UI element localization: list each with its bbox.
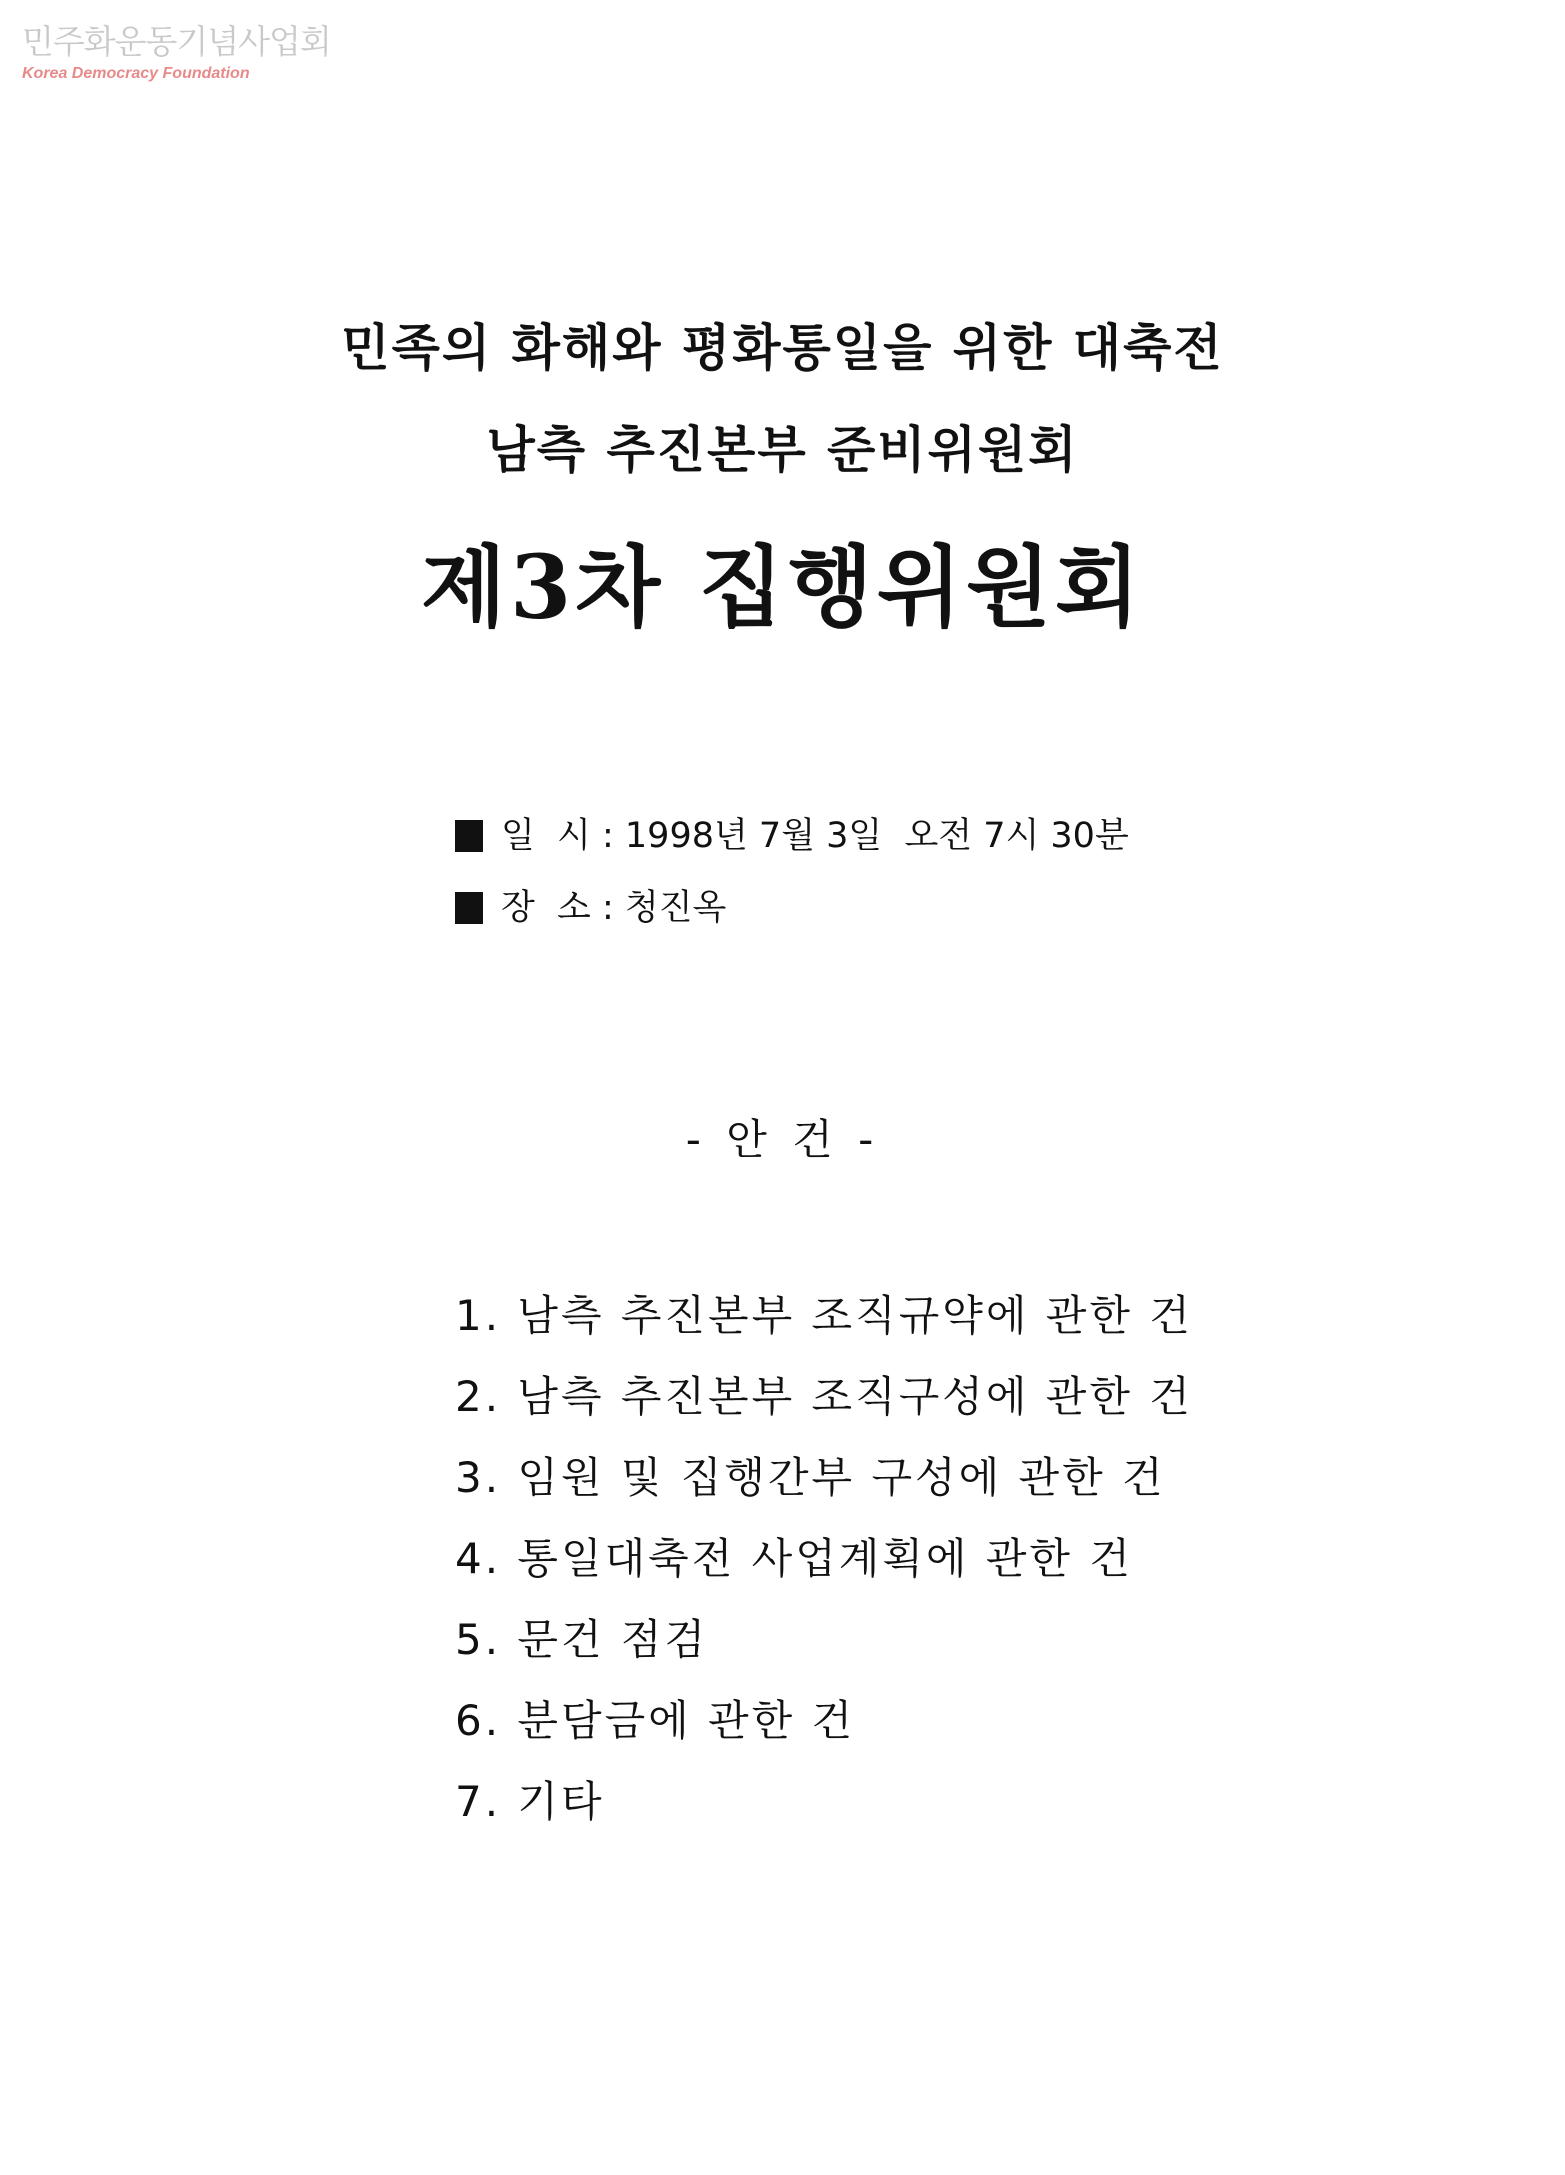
agenda-item: 7. 기타 xyxy=(455,1777,605,1826)
watermark-korean-text: 민주화운동기념사업회 xyxy=(22,22,331,61)
datetime-row xyxy=(455,800,1129,872)
document-title-line1: 민족의 화해와 평화통일을 위한 대축전 xyxy=(341,318,1224,377)
agenda-item: 5. 문건 점검 xyxy=(455,1615,709,1664)
datetime-text: 일 시 : 1998년 7월 3일 오전 7시 30분 xyxy=(501,816,1129,856)
agenda-item: 1. 남측 추진본부 조직규약에 관한 건 xyxy=(455,1291,1193,1340)
meeting-details xyxy=(455,800,1129,944)
watermark-english-text: Korea Democracy Foundation xyxy=(22,65,250,82)
location-text: 장 소 : 청진옥 xyxy=(501,888,727,928)
document-main-title: 제3차 집행위원회 xyxy=(421,535,1144,639)
square-bullet-icon xyxy=(455,892,483,924)
agenda-item: 2. 남측 추진본부 조직구성에 관한 건 xyxy=(455,1372,1193,1421)
agenda-item: 4. 통일대축전 사업계획에 관한 건 xyxy=(455,1534,1133,1583)
agenda-list xyxy=(455,1275,1193,1842)
agenda-item: 6. 분담금에 관한 건 xyxy=(455,1696,856,1745)
agenda-item: 3. 임원 및 집행간부 구성에 관한 건 xyxy=(455,1453,1166,1502)
watermark-logo xyxy=(22,22,331,84)
document-title-line2: 남측 추진본부 준비위원회 xyxy=(486,420,1079,479)
square-bullet-icon xyxy=(455,820,483,852)
location-row xyxy=(455,872,1129,944)
agenda-heading: - 안 건 - xyxy=(685,1115,880,1164)
